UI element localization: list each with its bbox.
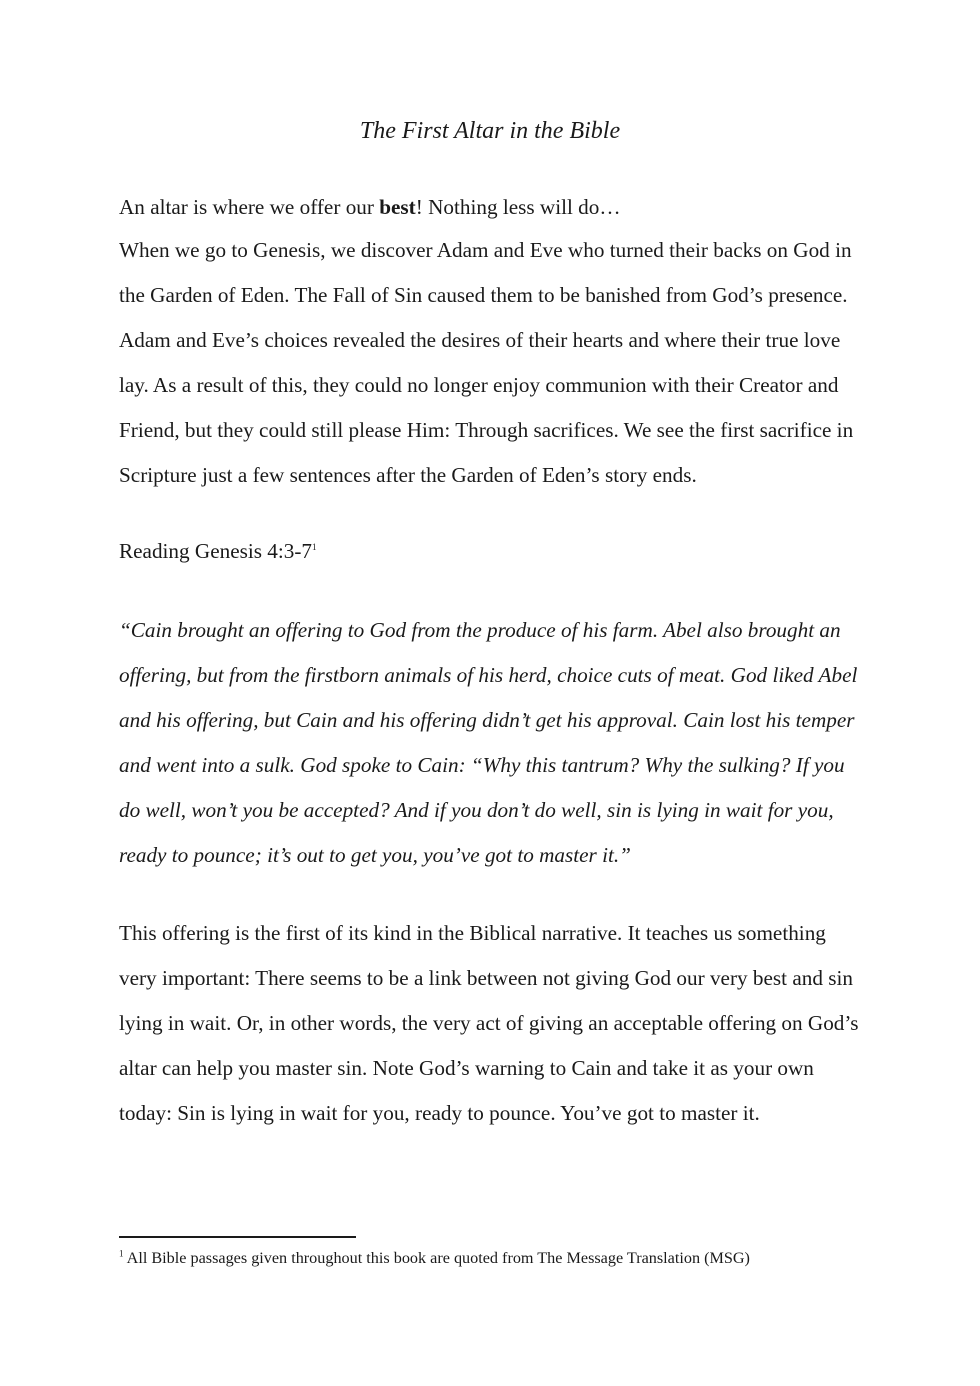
intro-paragraph [119, 190, 864, 224]
intro-text-after: ! Nothing less will do… [415, 195, 621, 219]
scripture-quote: “Cain brought an offering to God from the produce of his farm. Abel also brought an offering, but from the firstborn animals of his herd, choice cuts of meat. God liked Abel and his offering, but Cain and his offering didn’t get his approval. Cain lost his temper and went into a sulk. God spoke to Cain: “Why this tantrum? Why the sulking? If you do well, won’t you be accepted? And if you don’t do well, sin is lying in wait for you, ready to pounce; it’s out to get you, you’ve got to master it.” [119, 618, 858, 867]
footnote-reference[interactable]: 1 [312, 541, 317, 552]
body-paragraph-1: When we go to Genesis, we discover Adam and Eve who turned their backs on God in the Garden of Eden. The Fall of Sin caused them to be banished from God’s presence. Adam and Eve’s choices revealed the desires of their hearts and where their true love lay. As a result of this, they could no longer enjoy communion with their Creator and Friend, but they could still please Him: Through sacrifices. We see the first sacrifice in Scripture just a few sentences after the Garden of Eden’s story ends. [119, 238, 854, 487]
page-title: The First Altar in the Bible [359, 118, 621, 144]
footnote-text: All Bible passages given throughout this book are quoted from The Message Translation (MSG) [123, 1249, 750, 1267]
intro-text-before: An altar is where we offer our [119, 195, 380, 219]
intro-bold-word: best [379, 195, 416, 219]
footnote-mark: 1 [119, 1248, 124, 1259]
reading-reference [119, 534, 864, 568]
reading-label: Reading Genesis 4:3-7 [119, 539, 313, 563]
footnote-divider [119, 1236, 356, 1238]
footnote [119, 1247, 879, 1269]
body-paragraph-2: This offering is the first of its kind in the Biblical narrative. It teaches us something very important: There seems to be a link between not giving God our very best and sin lying in wait. Or, in other words, the very act of giving an acceptable offering on God’s altar can help you master sin. Note God’s warning to Cain and take it as your own today: Sin is lying in wait for you, ready to pounce. You’ve got to master it. [119, 921, 859, 1125]
